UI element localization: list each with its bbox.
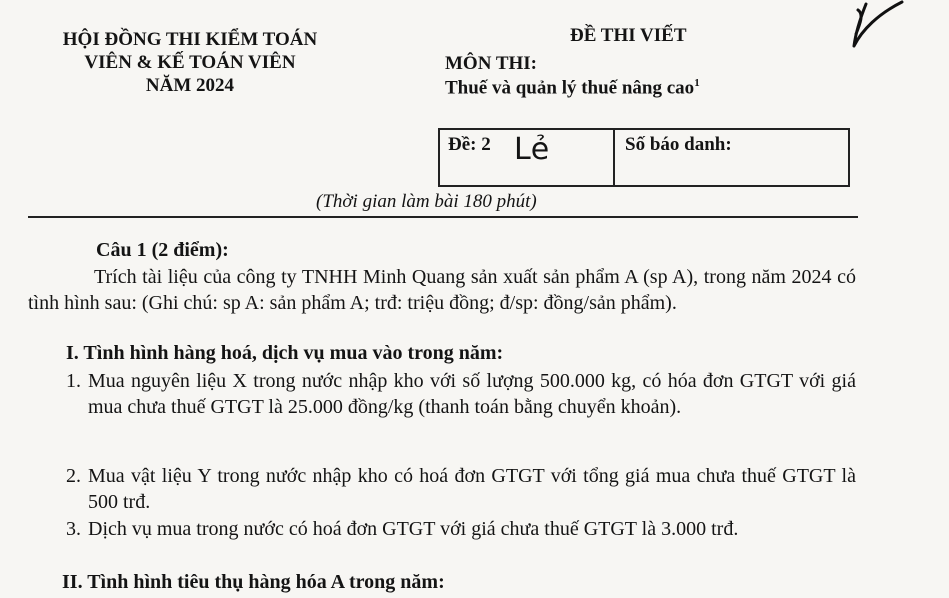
council-year: NĂM 2024 [145, 75, 235, 96]
signature-mark-icon [848, 0, 908, 52]
question-intro-text: Trích tài liệu của công ty TNHH Minh Quang sản xuất sản phẩm A (sp A), trong năm 2024 có tình hình sau: (Ghi chú: sp A: sản phẩm A; trđ: triệu đồng; đ/sp: đồng/sản phẩm). [28, 266, 856, 314]
exam-code-cell [440, 130, 615, 185]
subject-footnote: 1 [694, 77, 700, 89]
header-divider [28, 216, 858, 218]
exam-duration: (Thời gian làm bài 180 phút) [316, 191, 537, 212]
handwritten-parity: Lẻ [514, 132, 550, 167]
item-text: Dịch vụ mua trong nước có hoá đơn GTGT với giá chưa thuế GTGT là 3.000 trđ. [88, 518, 739, 540]
section-1-title: I. Tình hình hàng hoá, dịch vụ mua vào trong năm: [66, 342, 504, 364]
item-text: Mua nguyên liệu X trong nước nhập kho với số lượng 500.000 kg, có hóa đơn GTGT với giá mua chưa thuế GTGT là 25.000 đồng/kg (thanh toán bằng chuyển khoản). [88, 370, 856, 418]
subject-label: MÔN THI: [445, 53, 538, 74]
list-item [66, 516, 856, 542]
list-item [66, 368, 856, 420]
subject-name [445, 77, 700, 99]
item-number: 1. [66, 370, 81, 392]
exam-type-title: ĐỀ THI VIẾT [570, 25, 687, 46]
council-line-2: VIÊN & KẾ TOÁN VIÊN [84, 52, 296, 73]
council-line-1: HỘI ĐỒNG THI KIỂM TOÁN [62, 29, 318, 50]
list-item [66, 463, 856, 515]
item-text: Mua vật liệu Y trong nước nhập kho có hoá đơn GTGT với tổng giá mua chưa thuế GTGT là 500 trđ. [88, 465, 856, 513]
item-number: 2. [66, 465, 81, 487]
candidate-number-cell [615, 130, 848, 185]
question-intro [28, 264, 856, 316]
question-title: Câu 1 (2 điểm): [96, 239, 229, 261]
exam-code-label: Đề: 2 [448, 134, 491, 155]
purchase-list [66, 368, 856, 568]
subject-text: Thuế và quản lý thuế nâng cao [445, 77, 695, 99]
exam-info-box [438, 128, 850, 187]
section-2-title: II. Tình hình tiêu thụ hàng hóa A trong năm: [62, 571, 445, 593]
candidate-number-label: Số báo danh: [625, 134, 732, 155]
exam-council-header [30, 28, 350, 97]
item-number: 3. [66, 518, 81, 540]
